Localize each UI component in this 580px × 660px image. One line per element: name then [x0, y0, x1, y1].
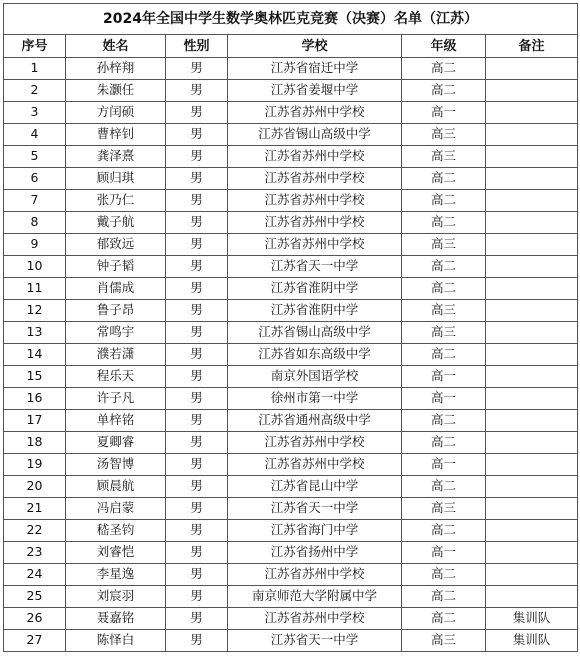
cell-grade: 高二: [402, 432, 486, 454]
cell-gender: 男: [166, 190, 228, 212]
cell-name: 聂嘉铭: [66, 608, 166, 630]
cell-school: 江苏省扬州中学: [228, 542, 402, 564]
cell-no: 15: [4, 366, 66, 388]
cell-note: [486, 366, 578, 388]
table-row: [4, 432, 578, 454]
table-row: [4, 190, 578, 212]
cell-no: 27: [4, 630, 66, 652]
header-gender: 性别: [166, 35, 228, 58]
cell-grade: 高二: [402, 344, 486, 366]
cell-name: 刘睿恺: [66, 542, 166, 564]
cell-name: 郁致远: [66, 234, 166, 256]
cell-note: [486, 278, 578, 300]
header-school: 学校: [228, 35, 402, 58]
table-header: [4, 35, 578, 58]
cell-grade: 高一: [402, 366, 486, 388]
cell-school: 江苏省苏州中学校: [228, 212, 402, 234]
cell-name: 嵇圣钧: [66, 520, 166, 542]
cell-name: 单梓铭: [66, 410, 166, 432]
cell-no: 26: [4, 608, 66, 630]
cell-no: 6: [4, 168, 66, 190]
cell-school: 江苏省苏州中学校: [228, 454, 402, 476]
cell-grade: 高二: [402, 212, 486, 234]
cell-gender: 男: [166, 454, 228, 476]
table-row: [4, 630, 578, 652]
cell-note: [486, 168, 578, 190]
cell-name: 常鸣宇: [66, 322, 166, 344]
cell-school: 江苏省淮阴中学: [228, 300, 402, 322]
cell-name: 钟子韬: [66, 256, 166, 278]
cell-school: 江苏省通州高级中学: [228, 410, 402, 432]
cell-name: 冯启蒙: [66, 498, 166, 520]
cell-name: 刘宸羽: [66, 586, 166, 608]
table-row: [4, 322, 578, 344]
cell-grade: 高三: [402, 322, 486, 344]
table-row: [4, 300, 578, 322]
cell-gender: 男: [166, 542, 228, 564]
cell-name: 李星逸: [66, 564, 166, 586]
table-row: [4, 234, 578, 256]
cell-gender: 男: [166, 476, 228, 498]
cell-name: 肖儒成: [66, 278, 166, 300]
cell-gender: 男: [166, 344, 228, 366]
cell-no: 10: [4, 256, 66, 278]
cell-school: 江苏省苏州中学校: [228, 190, 402, 212]
cell-note: [486, 542, 578, 564]
cell-name: 顾归琪: [66, 168, 166, 190]
cell-no: 23: [4, 542, 66, 564]
cell-no: 1: [4, 58, 66, 80]
cell-note: [486, 322, 578, 344]
cell-school: 江苏省姜堰中学: [228, 80, 402, 102]
table-row: [4, 388, 578, 410]
cell-no: 13: [4, 322, 66, 344]
cell-note: [486, 300, 578, 322]
table-row: [4, 542, 578, 564]
cell-school: 江苏省苏州中学校: [228, 146, 402, 168]
cell-school: 江苏省苏州中学校: [228, 608, 402, 630]
cell-name: 顾晨航: [66, 476, 166, 498]
cell-note: [486, 432, 578, 454]
table-row: [4, 410, 578, 432]
cell-no: 8: [4, 212, 66, 234]
cell-grade: 高一: [402, 542, 486, 564]
cell-note: [486, 498, 578, 520]
cell-grade: 高三: [402, 146, 486, 168]
cell-grade: 高二: [402, 476, 486, 498]
table-row: [4, 256, 578, 278]
cell-note: [486, 388, 578, 410]
cell-note: [486, 454, 578, 476]
cell-school: 江苏省淮阴中学: [228, 278, 402, 300]
cell-grade: 高二: [402, 58, 486, 80]
cell-gender: 男: [166, 322, 228, 344]
cell-school: 南京外国语学校: [228, 366, 402, 388]
cell-gender: 男: [166, 124, 228, 146]
cell-school: 江苏省如东高级中学: [228, 344, 402, 366]
cell-grade: 高二: [402, 520, 486, 542]
cell-name: 汤智博: [66, 454, 166, 476]
table-row: [4, 146, 578, 168]
cell-grade: 高三: [402, 630, 486, 652]
cell-name: 张乃仁: [66, 190, 166, 212]
cell-grade: 高三: [402, 124, 486, 146]
table-row: [4, 102, 578, 124]
cell-school: 江苏省天一中学: [228, 256, 402, 278]
cell-grade: 高三: [402, 234, 486, 256]
table-row: [4, 476, 578, 498]
cell-no: 4: [4, 124, 66, 146]
cell-gender: 男: [166, 366, 228, 388]
cell-no: 5: [4, 146, 66, 168]
cell-no: 11: [4, 278, 66, 300]
table-row: [4, 520, 578, 542]
cell-school: 江苏省锡山高级中学: [228, 124, 402, 146]
cell-gender: 男: [166, 80, 228, 102]
cell-name: 戴子航: [66, 212, 166, 234]
cell-no: 2: [4, 80, 66, 102]
cell-gender: 男: [166, 278, 228, 300]
cell-note: [486, 256, 578, 278]
cell-no: 22: [4, 520, 66, 542]
cell-gender: 男: [166, 608, 228, 630]
cell-grade: 高三: [402, 498, 486, 520]
table-row: [4, 80, 578, 102]
cell-note: 集训队: [486, 630, 578, 652]
cell-no: 3: [4, 102, 66, 124]
cell-school: 江苏省天一中学: [228, 630, 402, 652]
cell-note: [486, 146, 578, 168]
cell-gender: 男: [166, 168, 228, 190]
cell-note: [486, 476, 578, 498]
roster-table: [3, 3, 578, 652]
table-row: [4, 564, 578, 586]
cell-gender: 男: [166, 388, 228, 410]
cell-gender: 男: [166, 212, 228, 234]
cell-grade: 高二: [402, 80, 486, 102]
cell-note: [486, 234, 578, 256]
cell-grade: 高二: [402, 256, 486, 278]
cell-school: 江苏省天一中学: [228, 498, 402, 520]
cell-no: 14: [4, 344, 66, 366]
cell-no: 24: [4, 564, 66, 586]
cell-school: 江苏省苏州中学校: [228, 168, 402, 190]
cell-note: [486, 58, 578, 80]
cell-gender: 男: [166, 256, 228, 278]
table-title: 2024年全国中学生数学奥林匹克竞赛（决赛）名单（江苏）: [3, 3, 578, 34]
cell-gender: 男: [166, 102, 228, 124]
cell-name: 方闰硕: [66, 102, 166, 124]
cell-school: 江苏省苏州中学校: [228, 432, 402, 454]
cell-grade: 高一: [402, 454, 486, 476]
cell-note: [486, 212, 578, 234]
cell-no: 16: [4, 388, 66, 410]
header-no: 序号: [4, 35, 66, 58]
cell-no: 7: [4, 190, 66, 212]
cell-no: 19: [4, 454, 66, 476]
cell-note: [486, 520, 578, 542]
cell-note: [486, 124, 578, 146]
header-grade: 年级: [402, 35, 486, 58]
cell-note: [486, 586, 578, 608]
table-row: [4, 212, 578, 234]
cell-name: 夏卿睿: [66, 432, 166, 454]
cell-name: 陈怿白: [66, 630, 166, 652]
cell-grade: 高一: [402, 388, 486, 410]
cell-school: 江苏省昆山中学: [228, 476, 402, 498]
cell-no: 25: [4, 586, 66, 608]
cell-gender: 男: [166, 410, 228, 432]
cell-school: 江苏省苏州中学校: [228, 234, 402, 256]
cell-no: 17: [4, 410, 66, 432]
cell-name: 曹梓钊: [66, 124, 166, 146]
cell-grade: 高三: [402, 300, 486, 322]
cell-note: [486, 410, 578, 432]
cell-name: 濮若潇: [66, 344, 166, 366]
cell-note: [486, 80, 578, 102]
cell-gender: 男: [166, 234, 228, 256]
cell-gender: 男: [166, 432, 228, 454]
table-row: [4, 278, 578, 300]
cell-gender: 男: [166, 146, 228, 168]
cell-school: 江苏省海门中学: [228, 520, 402, 542]
table-row: [4, 608, 578, 630]
cell-gender: 男: [166, 630, 228, 652]
cell-gender: 男: [166, 520, 228, 542]
cell-school: 江苏省苏州中学校: [228, 564, 402, 586]
cell-grade: 高二: [402, 278, 486, 300]
cell-gender: 男: [166, 300, 228, 322]
table-row: [4, 498, 578, 520]
cell-no: 12: [4, 300, 66, 322]
cell-gender: 男: [166, 586, 228, 608]
table-row: [4, 124, 578, 146]
cell-note: [486, 344, 578, 366]
cell-gender: 男: [166, 58, 228, 80]
cell-grade: 高二: [402, 586, 486, 608]
cell-school: 徐州市第一中学: [228, 388, 402, 410]
cell-name: 程乐天: [66, 366, 166, 388]
cell-school: 江苏省苏州中学校: [228, 102, 402, 124]
cell-no: 20: [4, 476, 66, 498]
cell-gender: 男: [166, 498, 228, 520]
cell-school: 江苏省宿迁中学: [228, 58, 402, 80]
cell-name: 龚泽熹: [66, 146, 166, 168]
roster-sheet: [3, 3, 577, 652]
table-row: [4, 58, 578, 80]
cell-note: 集训队: [486, 608, 578, 630]
cell-grade: 高二: [402, 190, 486, 212]
header-note: 备注: [486, 35, 578, 58]
cell-grade: 高二: [402, 410, 486, 432]
table-row: [4, 344, 578, 366]
cell-no: 18: [4, 432, 66, 454]
table-body: [4, 58, 578, 652]
table-row: [4, 168, 578, 190]
table-row: [4, 366, 578, 388]
cell-grade: 高一: [402, 102, 486, 124]
table-row: [4, 586, 578, 608]
cell-school: 南京师范大学附属中学: [228, 586, 402, 608]
cell-name: 朱灏任: [66, 80, 166, 102]
cell-note: [486, 102, 578, 124]
cell-name: 鲁子昂: [66, 300, 166, 322]
table-row: [4, 454, 578, 476]
cell-no: 21: [4, 498, 66, 520]
cell-school: 江苏省锡山高级中学: [228, 322, 402, 344]
cell-note: [486, 190, 578, 212]
cell-name: 孙梓翔: [66, 58, 166, 80]
cell-grade: 高二: [402, 608, 486, 630]
header-name: 姓名: [66, 35, 166, 58]
cell-grade: 高二: [402, 168, 486, 190]
cell-no: 9: [4, 234, 66, 256]
cell-name: 许子凡: [66, 388, 166, 410]
header-row: [4, 35, 578, 58]
cell-gender: 男: [166, 564, 228, 586]
cell-grade: 高二: [402, 564, 486, 586]
cell-note: [486, 564, 578, 586]
